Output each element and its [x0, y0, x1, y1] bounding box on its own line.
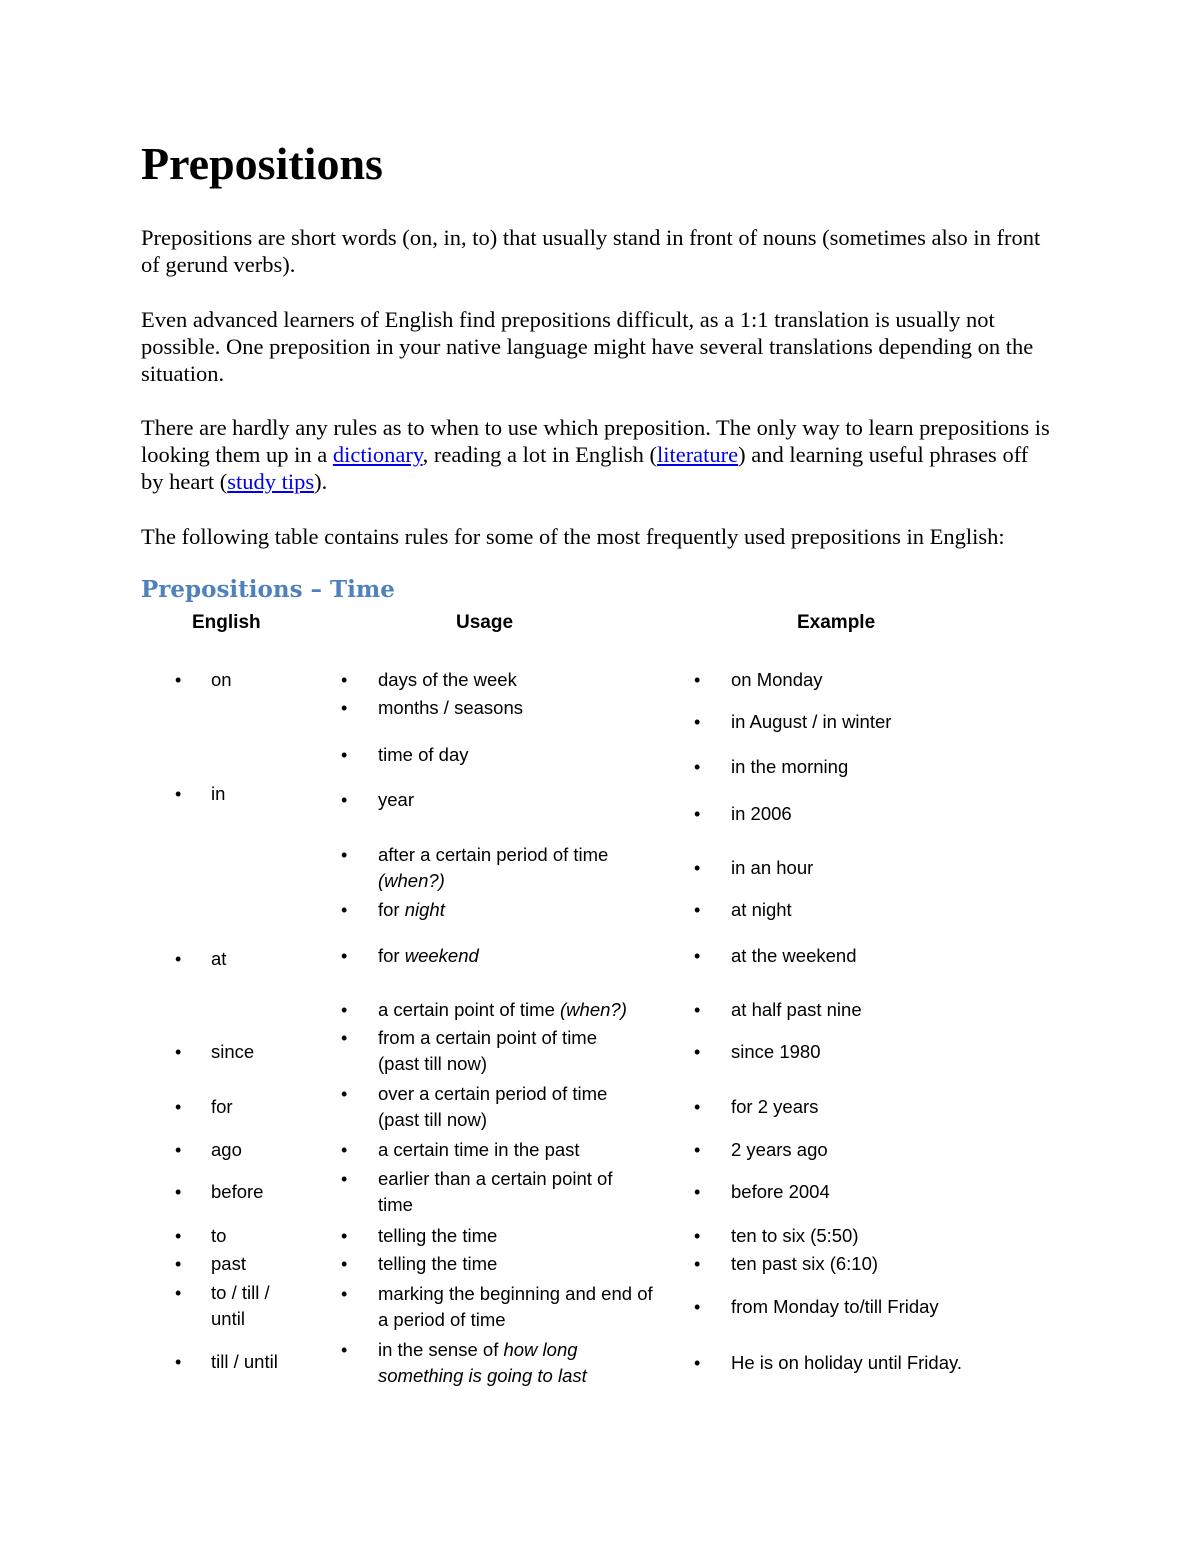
bullet-icon: •	[341, 1028, 348, 1048]
usage-cell: • marking the beginning and end of a period of time	[341, 1283, 653, 1330]
page-title: Prepositions	[141, 138, 383, 189]
dictionary-link[interactable]: dictionary	[332, 442, 423, 467]
section-heading: Prepositions – Time	[141, 576, 395, 603]
rules-text-4: ).	[314, 469, 328, 494]
usage-cell: • in the sense of how long something is going to last	[341, 1339, 587, 1386]
bullet-icon: •	[341, 745, 348, 765]
column-header-english: English	[192, 612, 261, 633]
bullet-icon: •	[694, 1254, 701, 1274]
usage-cell: • a certain point of time (when?)	[341, 997, 661, 1023]
rules-text-2: , reading a lot in English (	[422, 442, 657, 467]
bullet-icon: •	[341, 698, 348, 718]
bullet-icon: •	[175, 670, 182, 690]
usage-cell: • telling the time	[341, 1251, 661, 1277]
example-cell: • at half past nine	[694, 997, 994, 1023]
bullet-icon: •	[341, 946, 348, 966]
example-cell: • on Monday	[694, 667, 994, 693]
bullet-icon: •	[341, 845, 348, 865]
bullet-icon: •	[341, 1340, 348, 1360]
bullet-icon: •	[175, 1140, 182, 1160]
example-cell: • from Monday to/till Friday	[694, 1294, 994, 1320]
bullet-icon: •	[694, 670, 701, 690]
usage-cell: • earlier than a certain point of time	[341, 1168, 613, 1215]
english-cell: • till / until	[175, 1349, 325, 1375]
example-cell: • in August / in winter	[694, 709, 994, 735]
english-cell: • past	[175, 1251, 325, 1277]
english-cell: • at	[175, 946, 325, 972]
usage-cell: • telling the time	[341, 1223, 661, 1249]
bullet-icon: •	[694, 1353, 701, 1373]
bullet-icon: •	[175, 1226, 182, 1246]
usage-cell: • months / seasons	[341, 695, 661, 721]
rules-paragraph	[141, 414, 1051, 495]
bullet-icon: •	[175, 784, 182, 804]
bullet-icon: •	[694, 1097, 701, 1117]
bullet-icon: •	[694, 1226, 701, 1246]
rules-text-1: There are hardly any rules as to when to use which preposition. The only way to learn prepositions is looking them up in a	[141, 415, 1050, 467]
bullet-icon: •	[341, 1140, 348, 1160]
english-cell: • before	[175, 1179, 325, 1205]
difficulty-paragraph: Even advanced learners of English find prepositions difficult, as a 1:1 translation is usually not possible. One preposition in your native language might have several translations depending on the situation.	[141, 307, 1034, 386]
bullet-icon: •	[341, 1254, 348, 1274]
example-cell: • since 1980	[694, 1039, 994, 1065]
study-tips-link[interactable]: study tips	[227, 469, 315, 494]
usage-cell: • from a certain point of time (past till now)	[341, 1027, 598, 1074]
usage-cell: • days of the week	[341, 667, 661, 693]
bullet-icon: •	[341, 790, 348, 810]
bullet-icon: •	[341, 1169, 348, 1189]
bullet-icon: •	[341, 1226, 348, 1246]
example-cell: • at the weekend	[694, 943, 994, 969]
bullet-icon: •	[341, 670, 348, 690]
bullet-icon: •	[694, 1140, 701, 1160]
bullet-icon: •	[175, 1283, 182, 1303]
usage-cell: • year	[341, 787, 661, 813]
english-cell: • in	[175, 781, 325, 807]
english-cell: • on	[175, 667, 325, 693]
example-cell: • before 2004	[694, 1179, 994, 1205]
intro-paragraph: Prepositions are short words (on, in, to) that usually stand in front of nouns (sometimes also in front of gerund verbs).	[141, 225, 1041, 277]
example-cell: • in the morning	[694, 754, 994, 780]
bullet-icon: •	[341, 1084, 348, 1104]
english-cell: • ago	[175, 1137, 325, 1163]
bullet-icon: •	[694, 858, 701, 878]
rules-text-3: ) and learning useful phrases off by heart (	[141, 442, 1029, 494]
usage-cell: • time of day	[341, 742, 661, 768]
bullet-icon: •	[341, 1284, 348, 1304]
bullet-icon: •	[694, 804, 701, 824]
bullet-icon: •	[175, 1042, 182, 1062]
example-cell: • ten past six (6:10)	[694, 1251, 994, 1277]
example-cell: • in an hour	[694, 855, 994, 881]
bullet-icon: •	[175, 1097, 182, 1117]
bullet-icon: •	[175, 1254, 182, 1274]
column-header-usage: Usage	[456, 612, 514, 633]
bullet-icon: •	[694, 757, 701, 777]
bullet-icon: •	[694, 946, 701, 966]
literature-link[interactable]: literature	[656, 442, 739, 467]
example-cell: • for 2 years	[694, 1094, 994, 1120]
table-intro-paragraph: The following table contains rules for some of the most frequently used prepositions in English:	[141, 524, 1005, 549]
example-cell: • 2 years ago	[694, 1137, 994, 1163]
bullet-icon: •	[175, 1182, 182, 1202]
usage-cell: • over a certain period of time (past till now)	[341, 1083, 608, 1130]
english-cell: • for	[175, 1094, 325, 1120]
bullet-icon: •	[694, 1042, 701, 1062]
example-cell: • in 2006	[694, 801, 994, 827]
bullet-icon: •	[341, 1000, 348, 1020]
bullet-icon: •	[341, 900, 348, 920]
english-cell: • to / till / until	[175, 1282, 270, 1329]
english-cell: • since	[175, 1039, 325, 1065]
bullet-icon: •	[694, 900, 701, 920]
bullet-icon: •	[694, 712, 701, 732]
usage-cell: • a certain time in the past	[341, 1137, 661, 1163]
bullet-icon: •	[694, 1182, 701, 1202]
bullet-icon: •	[175, 1352, 182, 1372]
column-header-example: Example	[797, 612, 876, 633]
english-cell: • to	[175, 1223, 325, 1249]
usage-cell: • for night	[341, 897, 661, 923]
example-cell: • He is on holiday until Friday.	[694, 1350, 994, 1376]
usage-cell: • after a certain period of time (when?)	[341, 844, 609, 891]
bullet-icon: •	[694, 1297, 701, 1317]
bullet-icon: •	[175, 949, 182, 969]
example-cell: • at night	[694, 897, 994, 923]
bullet-icon: •	[694, 1000, 701, 1020]
example-cell: • ten to six (5:50)	[694, 1223, 994, 1249]
usage-cell: • for weekend	[341, 943, 661, 969]
